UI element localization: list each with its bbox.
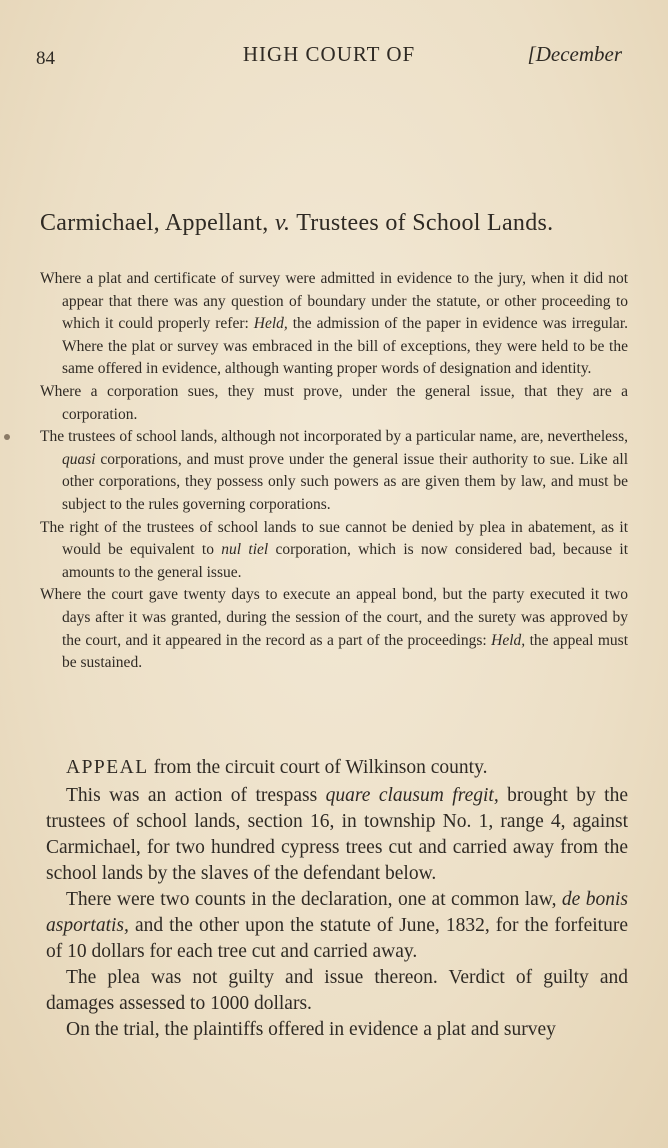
page-number: 84 — [36, 48, 55, 69]
headnote-2 — [40, 381, 628, 426]
case-title-versus: v. — [274, 210, 291, 236]
running-title: HIGH COURT OF — [242, 42, 416, 66]
paragraph-text: brought by the trustees of school lands, section 16, in township No. 1, range 4, against Carmichael, for two hundred cypress trees cut and carried away from the school lands by the slaves of the defendant below. — [46, 785, 628, 884]
headnote-text: Where a plat and certificate of survey were admitted in evidence to the jury, when it did not appear that there was any question of boundary under the statute, or other proceeding to which it could properly refer: — [40, 270, 628, 333]
margin-mark — [4, 434, 10, 440]
paragraph-1 — [46, 783, 628, 887]
paragraph-3: The plea was not guilty and issue thereon. Verdict of guilty and damages assessed to 1000 dollars. — [46, 967, 628, 1014]
case-title-respondent: Trustees of School Lands. — [290, 210, 554, 236]
held-word: Held, — [491, 631, 526, 649]
paragraph-text: and the other upon the statute of June, 1832, for the forfeiture of 10 dollars for each tree cut and carried away. — [46, 915, 628, 962]
headnote-4 — [40, 517, 628, 585]
headnote-text: The right of the trustees of school lands to sue cannot be denied by plea in abatement, as it would be equivalent to — [40, 518, 628, 559]
headnote-text: Where the court gave twenty days to execute an appeal bond, but the party executed it two days after it was granted, during the session of the court, and the surety was approved by the court, and it appeared in the record as a part of the proceedings: — [40, 586, 628, 649]
headnote-text: the admission of the paper in evidence was irregular. Where the plat or survey was embraced in the bill of exceptions, they were held to be the same offered in evidence, although wanting proper words of designation and identity. — [62, 315, 628, 378]
case-title — [40, 210, 638, 237]
appeal-text: from the circuit court of Wilkinson county. — [148, 757, 488, 778]
nul-tiel-phrase: nul tiel — [221, 541, 269, 559]
case-title-party: Carmichael, Appellant, — [40, 210, 275, 236]
paragraph-2 — [46, 887, 628, 965]
paragraph-4: On the trial, the plaintiffs offered in evidence a plat and survey — [66, 1019, 556, 1040]
latin-phrase: de bonis asportatis, — [46, 889, 628, 936]
headnote-text: corporations, and must prove under the general issue their authority to sue. Like all other corporations, they possess only such powers as are given them by law, and must be subject to the rules governing corporations. — [62, 450, 628, 513]
headnote-text: the appeal must be sustained. — [62, 631, 628, 672]
running-month: [December — [527, 42, 622, 66]
appeal-line — [46, 755, 628, 781]
headnotes — [40, 268, 628, 675]
held-word: Held, — [253, 315, 288, 333]
quasi-word: quasi — [62, 450, 96, 468]
headnote-text: The trustees of school lands, although not incorporated by a particular name, are, nevertheless, — [40, 428, 628, 446]
headnote-1 — [40, 268, 628, 381]
headnote-text: corporation, which is now considered bad, because it amounts to the general issue. — [62, 541, 628, 581]
running-head — [36, 40, 622, 70]
latin-phrase: quare clausum fregit, — [325, 785, 499, 806]
opinion-body — [46, 755, 628, 1043]
paragraph-text: This was an action of trespass — [66, 785, 326, 806]
headnote-5 — [40, 584, 628, 674]
headnote-text: Where a corporation sues, they must prove, under the general issue, that they are a corporation. — [40, 382, 628, 423]
appeal-word: APPEAL — [66, 757, 149, 778]
headnote-3 — [40, 426, 628, 516]
paragraph-text: There were two counts in the declaration, one at common law, — [66, 889, 562, 910]
